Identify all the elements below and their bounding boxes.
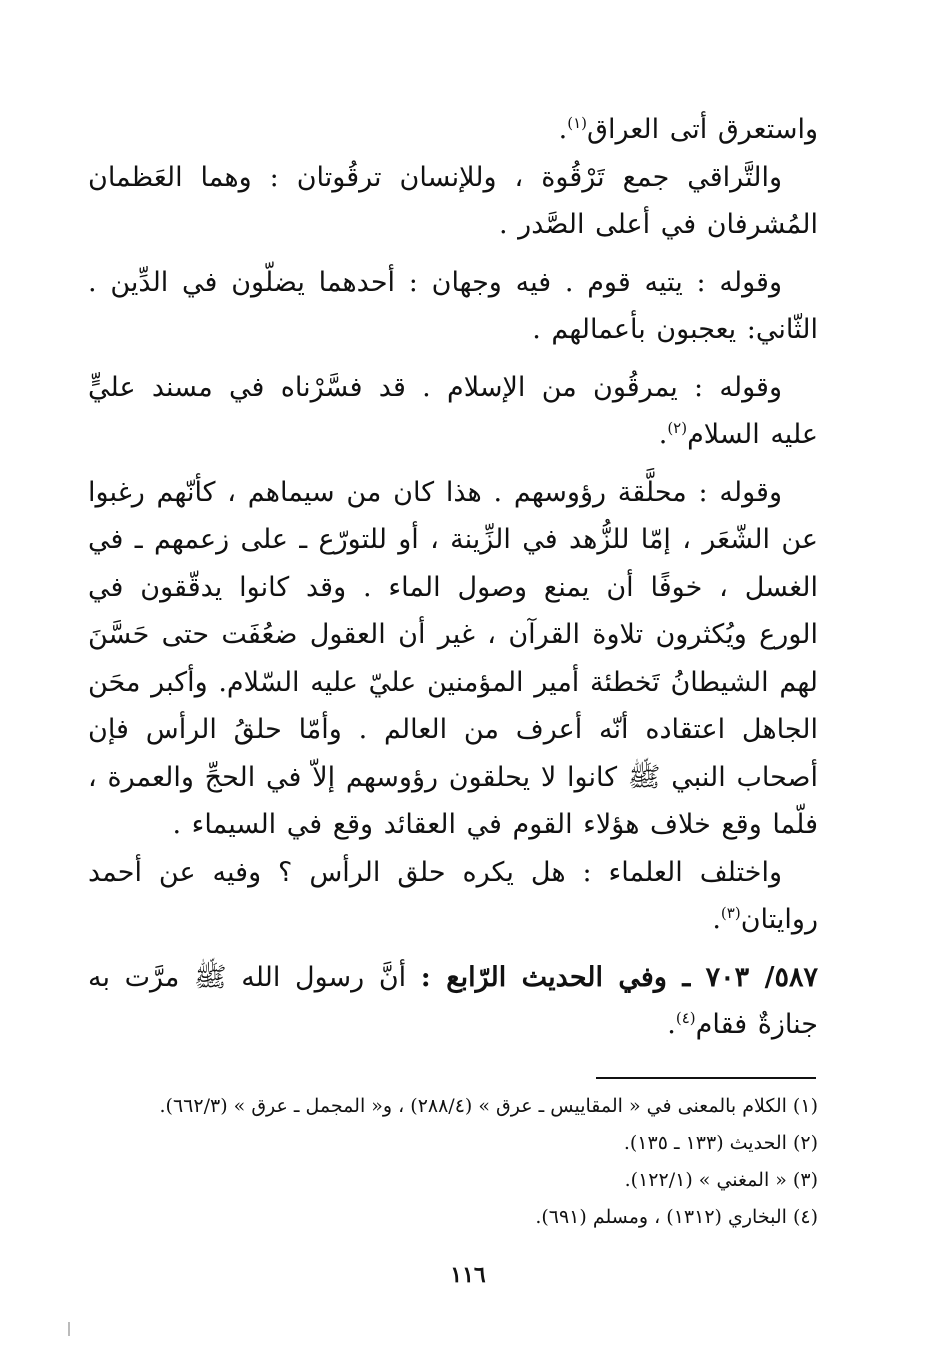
scan-margin-mark <box>68 1322 70 1336</box>
footnote-ref-3: (٣) <box>720 904 741 922</box>
paragraph-7 <box>88 954 818 1049</box>
paragraph-6-text: واختلف العلماء : هل يكره حلق الرأس ؟ وفيه عن أحمد روايتان <box>88 856 818 935</box>
paragraph-4 <box>88 364 818 459</box>
footnote-ref-2: (٢) <box>667 419 688 437</box>
footnote-ref-1: (١) <box>567 114 588 132</box>
paragraph-1-text: واستعرق أتى العراق <box>587 114 818 145</box>
footnote-4: (٤) البخاري (١٣١٢) ، ومسلم (٦٩١). <box>535 1206 818 1228</box>
paragraph-6-end: . <box>712 904 721 935</box>
paragraph-4-text: وقوله : يمرقُون من الإسلام . قد فسَّرْناه في مسند عليٍّ عليه السلام <box>88 371 818 450</box>
paragraph-6 <box>88 849 818 944</box>
main-text <box>88 106 818 1049</box>
paragraph-1 <box>88 106 818 154</box>
footnote-divider <box>596 1077 816 1079</box>
footnotes <box>88 1088 818 1236</box>
hadith-heading: ٥٨٧/ ٧٠٣ ـ وفي الحديث الرّابع : <box>420 961 818 993</box>
paragraph-4-end: . <box>658 419 668 450</box>
page-number: ١١٦ <box>450 1262 486 1288</box>
paragraph-7-end: . <box>667 1009 676 1040</box>
paragraph-7-text: أنَّ رسول الله ﷺ مرَّت به جنازةٌ فقام <box>88 961 818 1040</box>
footnote-ref-4: (٤) <box>675 1009 696 1027</box>
footnote-1: (١) الكلام بالمعنى في « المقاييس ـ عرق » (٢٨٨/٤) ، و« المجمل ـ عرق » (٦٦٢/٣). <box>159 1095 818 1117</box>
footnote-3: (٣) « المغني » (١٢٢/١). <box>624 1169 818 1191</box>
footnote-2: (٢) الحديث (١٣٣ ـ ١٣٥). <box>623 1132 818 1154</box>
paragraph-5: وقوله : محلَّقة رؤوسهم . هذا كان من سيماهم ، كأنّهم رغبوا عن الشّعَر ، إمّا للزُّهد في الزِّينة ، أو للتورّع ـ على زعمهم ـ في الغسل ، خوفًا أن يمنع وصول الماء . وقد كانوا يدقّقون في الورع ويُكثرون تلاوة القرآن ، غير أن العقول ضعُفَت حتى حَسَّنَ لهم الشيطانُ تَخطئة أمير المؤمنين عليّ عليه السّلام. وأكبر محَن الجاهل اعتقاده أنّه أعرف من العالم . وأمّا حلقُ الرأس فإن أصحاب النبي ﷺ كانوا لا يحلقون رؤوسهم إلاّ في الحجِّ والعمرة ، فلّما وقع خلاف هؤلاء القوم في العقائد وقع في السيماء . <box>88 476 818 840</box>
paragraph-1-end: . <box>558 114 568 145</box>
paragraph-3: وقوله : يتيه قوم . فيه وجهان : أحدهما يضلّون في الدِّين . الثّاني: يعجبون بأعمالهم . <box>88 266 818 345</box>
paragraph-2: والتَّراقي جمع تَرْقُوة ، وللإنسان ترقُوتان : وهما العَظمان المُشرفان في أعلى الصَّدر . <box>88 161 818 240</box>
